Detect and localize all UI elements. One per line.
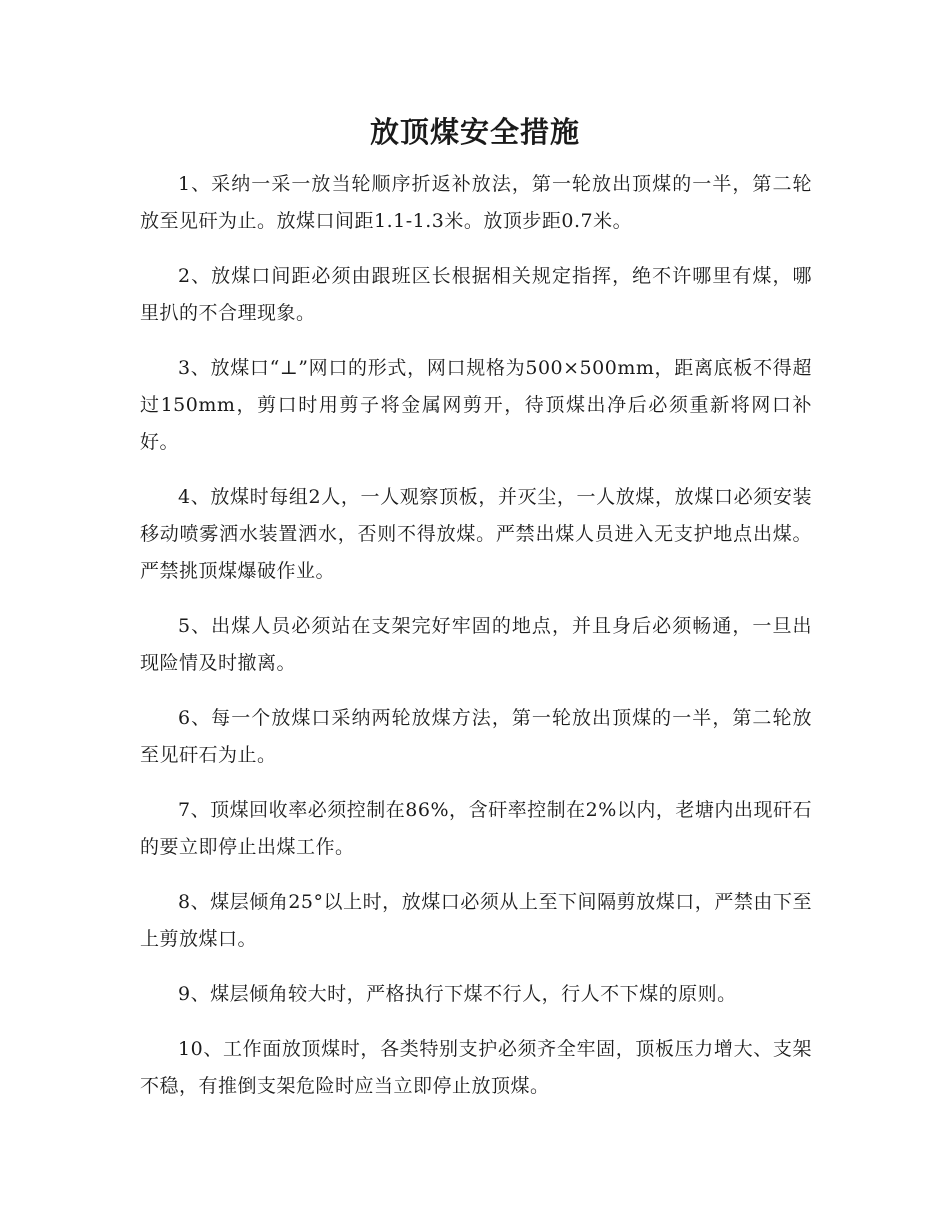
document-body	[140, 166, 812, 1123]
paragraph-8: 8、煤层倾角25°以上时，放煤口必须从上至下间隔剪放煤口，严禁由下至上剪放煤口。	[140, 891, 812, 950]
paragraph-6: 6、每一个放煤口采纳两轮放煤方法，第一轮放出顶煤的一半，第二轮放至见矸石为止。	[140, 707, 812, 766]
document-title: 放顶煤安全措施	[369, 115, 580, 149]
paragraph-2: 2、放煤口间距必须由跟班区长根据相关规定指挥，绝不许哪里有煤，哪里扒的不合理现象。	[140, 265, 812, 324]
paragraph-1: 1、采纳一采一放当轮顺序折返补放法，第一轮放出顶煤的一半，第二轮放至见矸为止。放煤口间距1.1-1.3米。放顶步距0.7米。	[140, 173, 812, 232]
paragraph-5: 5、出煤人员必须站在支架完好牢固的地点，并且身后必须畅通，一旦出现险情及时撤离。	[140, 615, 812, 674]
paragraph-4: 4、放煤时每组2人，一人观察顶板，并灭尘，一人放煤，放煤口必须安装移动喷雾洒水装置洒水，否则不得放煤。严禁出煤人员进入无支护地点出煤。严禁挑顶煤爆破作业。	[140, 486, 812, 582]
paragraph-7: 7、顶煤回收率必须控制在86%，含矸率控制在2%以内，老塘内出现矸石的要立即停止出煤工作。	[140, 799, 812, 858]
paragraph-3: 3、放煤口“⊥”网口的形式，网口规格为500×500mm，距离底板不得超过150mm，剪口时用剪子将金属网剪开，待顶煤出净后必须重新将网口补好。	[140, 357, 812, 453]
paragraph-9: 9、煤层倾角较大时，严格执行下煤不行人，行人不下煤的原则。	[178, 983, 737, 1005]
paragraph-10: 10、工作面放顶煤时，各类特别支护必须齐全牢固，顶板压力增大、支架不稳，有推倒支架危险时应当立即停止放顶煤。	[140, 1038, 812, 1097]
